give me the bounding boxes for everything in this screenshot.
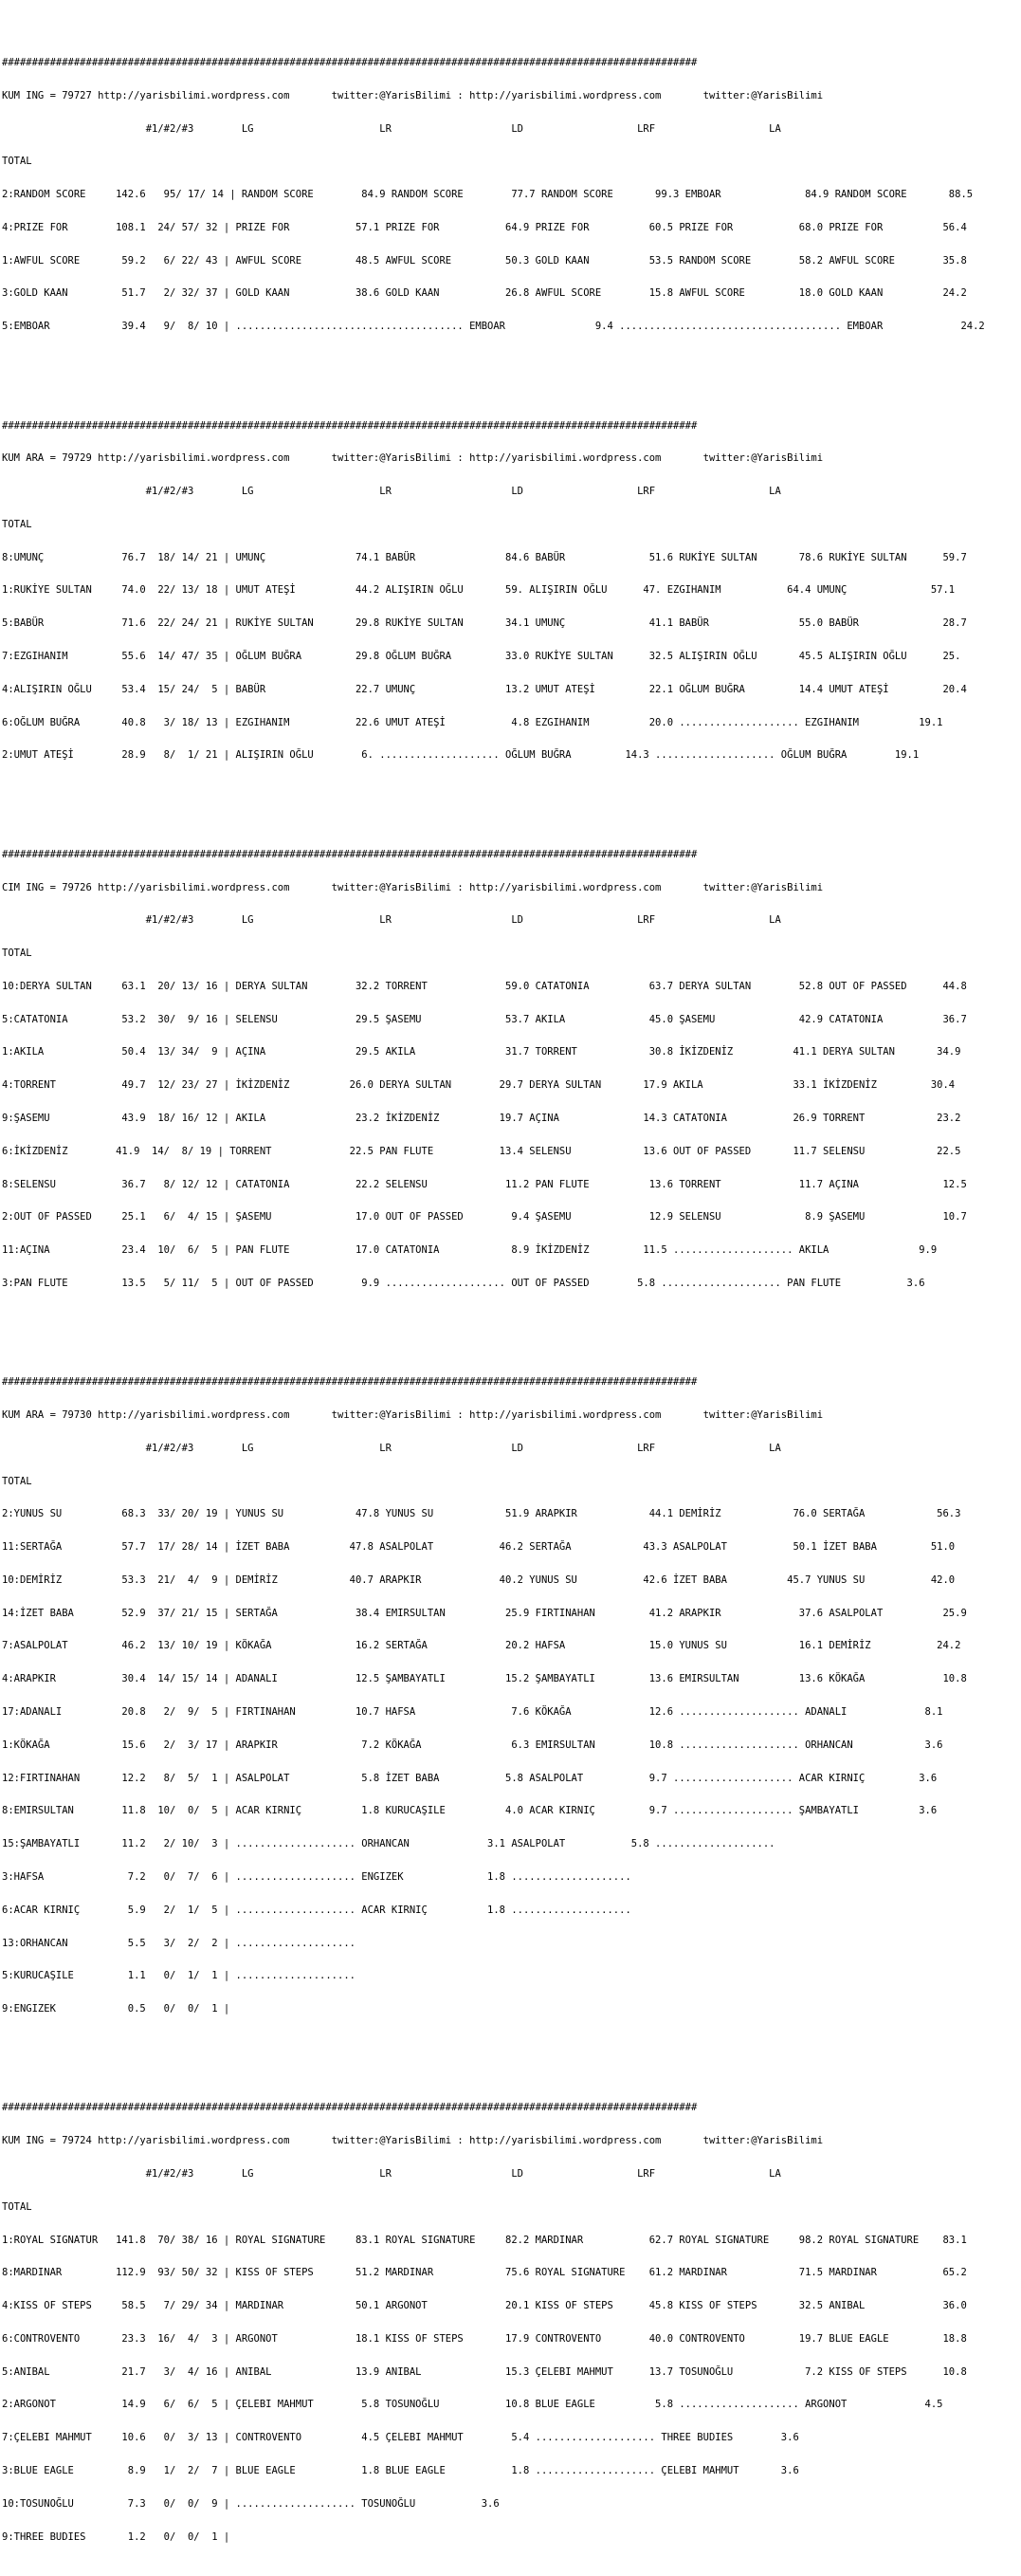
block-header: KUM ING = 79724 http://yarisbilimi.wordpress.com twitter:@YarisBilimi : http://yarisbilimi.wordpress.com twitter:@YarisBilimi	[2, 2135, 824, 2147]
report-block	[2, 398, 1019, 783]
table-row: 8:MARDINAR 112.9 93/ 50/ 32 | KISS OF STEPS 51.2 MARDINAR 75.6 ROYAL SIGNATURE 61.2 MARDINAR 71.5 MARDINAR 65.2	[2, 2267, 967, 2279]
separator-rule: ####################################################################################################################	[2, 848, 698, 860]
table-row: 2:OUT OF PASSED 25.1 6/ 4/ 15 | ŞASEMU 17.0 OUT OF PASSED 9.4 ŞASEMU 12.9 SELENSU 8.9 ŞASEMU 10.7	[2, 1211, 967, 1224]
table-row: 4:ALIŞIRIN OĞLU 53.4 15/ 24/ 5 | BABÜR 22.7 UMUNÇ 13.2 UMUT ATEŞİ 22.1 OĞLUM BUĞRA 14.4 UMUT ATEŞİ 20.4	[2, 683, 967, 695]
table-row: 14:İZET BABA 52.9 37/ 21/ 15 | SERTAĞA 38.4 EMIRSULTAN 25.9 FIRTINAHAN 41.2 ARAPKIR 37.6 ASALPOLAT 25.9	[2, 1607, 967, 1619]
report-block	[2, 36, 1019, 355]
table-row: 1:AWFUL SCORE 59.2 6/ 22/ 43 | AWFUL SCORE 48.5 AWFUL SCORE 50.3 GOLD KAAN 53.5 RANDOM SCORE 58.2 AWFUL SCORE 35.8	[2, 254, 967, 267]
table-row: 4:KISS OF STEPS 58.5 7/ 29/ 34 | MARDINAR 50.1 ARGONOT 20.1 KISS OF STEPS 45.8 KISS OF STEPS 32.5 ANIBAL 36.0	[2, 2300, 967, 2312]
table-row: 7:ASALPOLAT 46.2 13/ 10/ 19 | KÖKAĞA 16.2 SERTAĞA 20.2 HAFSA 15.0 YUNUS SU 16.1 DEMİRİZ 24.2	[2, 1640, 961, 1652]
table-row: 4:PRIZE FOR 108.1 24/ 57/ 32 | PRIZE FOR 57.1 PRIZE FOR 64.9 PRIZE FOR 60.5 PRIZE FOR 68.0 PRIZE FOR 56.4	[2, 221, 967, 233]
table-row: 2:YUNUS SU 68.3 33/ 20/ 19 | YUNUS SU 47.8 YUNUS SU 51.9 ARAPKIR 44.1 DEMİRİZ 76.0 SERTAĞA 56.3	[2, 1508, 961, 1520]
separator-rule: ####################################################################################################################	[2, 1376, 698, 1389]
table-row: 10:TOSUNOĞLU 7.3 0/ 0/ 9 | .................... TOSUNOĞLU 3.6	[2, 2497, 500, 2510]
table-row: 7:EZGIHANIM 55.6 14/ 47/ 35 | OĞLUM BUĞRA 29.8 OĞLUM BUĞRA 33.0 RUKİYE SULTAN 32.5 ALIŞIRIN OĞLU 45.5 ALIŞIRIN OĞLU 25.	[2, 651, 961, 663]
column-header: #1/#2/#3 LG LR LD LRF LA	[2, 122, 781, 135]
block-header: KUM ING = 79727 http://yarisbilimi.wordpress.com twitter:@YarisBilimi : http://yarisbilimi.wordpress.com twitter:@YarisBilimi	[2, 89, 824, 101]
table-row: 6:ACAR KIRNIÇ 5.9 2/ 1/ 5 | .................... ACAR KIRNIÇ 1.8 ....................	[2, 1904, 631, 1916]
block-header: KUM ARA = 79730 http://yarisbilimi.wordpress.com twitter:@YarisBilimi : http://yarisbilimi.wordpress.com twitter:@YarisBilimi	[2, 1409, 824, 1421]
table-row: 3:HAFSA 7.2 0/ 7/ 6 | .................... ENGIZEK 1.8 ....................	[2, 1870, 631, 1883]
table-row: 1:RUKİYE SULTAN 74.0 22/ 13/ 18 | UMUT ATEŞİ 44.2 ALIŞIRIN OĞLU 59. ALIŞIRIN OĞLU 47. EZGIHANIM 64.4 UMUNÇ 57.1	[2, 584, 956, 597]
separator-rule: ####################################################################################################################	[2, 56, 698, 68]
table-row: 5:KURUCAŞILE 1.1 0/ 1/ 1 | ....................	[2, 1970, 356, 1982]
total-label: TOTAL	[2, 156, 32, 168]
table-row: 10:DERYA SULTAN 63.1 20/ 13/ 16 | DERYA SULTAN 32.2 TORRENT 59.0 CATATONIA 63.7 DERYA SULTAN 52.8 OUT OF PASSED 44.8	[2, 980, 967, 992]
table-row: 7:ÇELEBI MAHMUT 10.6 0/ 3/ 13 | CONTROVENTO 4.5 ÇELEBI MAHMUT 5.4 .................... THREE BUDIES 3.6	[2, 2432, 799, 2444]
column-header: #1/#2/#3 LG LR LD LRF LA	[2, 2167, 781, 2180]
table-row: 5:CATATONIA 53.2 30/ 9/ 16 | SELENSU 29.5 ŞASEMU 53.7 AKILA 45.0 ŞASEMU 42.9 CATATONIA 36.7	[2, 1013, 967, 1025]
table-row: 6:İKİZDENİZ 41.9 14/ 8/ 19 | TORRENT 22.5 PAN FLUTE 13.4 SELENSU 13.6 OUT OF PASSED 11.7 SELENSU 22.5	[2, 1145, 961, 1157]
total-label: TOTAL	[2, 948, 32, 960]
table-row: 4:TORRENT 49.7 12/ 23/ 27 | İKİZDENİZ 26.0 DERYA SULTAN 29.7 DERYA SULTAN 17.9 AKILA 33.1 İKİZDENİZ 30.4	[2, 1079, 956, 1092]
table-row: 11:AÇINA 23.4 10/ 6/ 5 | PAN FLUTE 17.0 CATATONIA 8.9 İKİZDENİZ 11.5 .................... AKILA 9.9	[2, 1244, 938, 1257]
table-row: 5:BABÜR 71.6 22/ 24/ 21 | RUKİYE SULTAN 29.8 RUKİYE SULTAN 34.1 UMUNÇ 41.1 BABÜR 55.0 BABÜR 28.7	[2, 617, 967, 630]
table-row: 2:RANDOM SCORE 142.6 95/ 17/ 14 | RANDOM SCORE 84.9 RANDOM SCORE 77.7 RANDOM SCORE 99.3 EMBOAR 84.9 RANDOM SCORE 88.5	[2, 189, 974, 201]
table-row: 6:OĞLUM BUĞRA 40.8 3/ 18/ 13 | EZGIHANIM 22.6 UMUT ATEŞİ 4.8 EZGIHANIM 20.0 .................... EZGIHANIM 19.1	[2, 716, 943, 728]
table-row: 1:AKILA 50.4 13/ 34/ 9 | AÇINA 29.5 AKILA 31.7 TORRENT 30.8 İKİZDENİZ 41.1 DERYA SULTAN 34.9	[2, 1046, 961, 1058]
block-header: CIM ING = 79726 http://yarisbilimi.wordpress.com twitter:@YarisBilimi : http://yarisbilimi.wordpress.com twitter:@YarisBilimi	[2, 881, 824, 893]
column-header: #1/#2/#3 LG LR LD LRF LA	[2, 914, 781, 927]
table-row: 2:ARGONOT 14.9 6/ 6/ 5 | ÇELEBI MAHMUT 5.8 TOSUNOĞLU 10.8 BLUE EAGLE 5.8 .................... ARGONOT 4.5	[2, 2399, 943, 2411]
table-row: 2:UMUT ATEŞİ 28.9 8/ 1/ 21 | ALIŞIRIN OĞLU 6. .................... OĞLUM BUĞRA 14.3 .................... OĞLUM BUĞRA 19.1	[2, 749, 920, 762]
table-row: 12:FIRTINAHAN 12.2 8/ 5/ 1 | ASALPOLAT 5.8 İZET BABA 5.8 ASALPOLAT 9.7 .................... ACAR KIRNIÇ 3.6	[2, 1772, 938, 1784]
table-row: 9:THREE BUDIES 1.2 0/ 0/ 1 |	[2, 2530, 230, 2543]
report-block	[2, 828, 1019, 1312]
table-row: 4:ARAPKIR 30.4 14/ 15/ 14 | ADANALI 12.5 ŞAMBAYATLI 15.2 ŞAMBAYATLI 13.6 EMIRSULTAN 13.6 KÖKAĞA 10.8	[2, 1673, 967, 1685]
table-row: 3:BLUE EAGLE 8.9 1/ 2/ 7 | BLUE EAGLE 1.8 BLUE EAGLE 1.8 .................... ÇELEBI MAHMUT 3.6	[2, 2465, 799, 2476]
table-row: 8:SELENSU 36.7 8/ 12/ 12 | CATATONIA 22.2 SELENSU 11.2 PAN FLUTE 13.6 TORRENT 11.7 AÇINA 12.5	[2, 1178, 967, 1190]
table-row: 11:SERTAĞA 57.7 17/ 28/ 14 | İZET BABA 47.8 ASALPOLAT 46.2 SERTAĞA 43.3 ASALPOLAT 50.1 İZET BABA 51.0	[2, 1541, 956, 1554]
table-row: 8:UMUNÇ 76.7 18/ 14/ 21 | UMUNÇ 74.1 BABÜR 84.6 BABÜR 51.6 RUKİYE SULTAN 78.6 RUKİYE SULTAN 59.7	[2, 551, 967, 563]
table-row: 1:KÖKAĞA 15.6 2/ 3/ 17 | ARAPKIR 7.2 KÖKAĞA 6.3 EMIRSULTAN 10.8 .................... ORHANCAN 3.6	[2, 1739, 943, 1751]
separator-rule: ####################################################################################################################	[2, 419, 698, 432]
block-header: KUM ARA = 79729 http://yarisbilimi.wordpress.com twitter:@YarisBilimi : http://yarisbilimi.wordpress.com twitter:@YarisBilimi	[2, 452, 824, 465]
table-row: 3:PAN FLUTE 13.5 5/ 11/ 5 | OUT OF PASSED 9.9 .................... OUT OF PASSED 5.8 .................... PAN FLUTE 3.6	[2, 1277, 925, 1289]
table-row: 13:ORHANCAN 5.5 3/ 2/ 2 | ....................	[2, 1937, 356, 1949]
total-label: TOTAL	[2, 518, 32, 530]
table-row: 3:GOLD KAAN 51.7 2/ 32/ 37 | GOLD KAAN 38.6 GOLD KAAN 26.8 AWFUL SCORE 15.8 AWFUL SCORE 18.0 GOLD KAAN 24.2	[2, 287, 967, 300]
report-block	[2, 1355, 1019, 2037]
total-label: TOTAL	[2, 1475, 32, 1487]
table-row: 8:EMIRSULTAN 11.8 10/ 0/ 5 | ACAR KIRNIÇ 1.8 KURUCAŞILE 4.0 ACAR KIRNIÇ 9.7 .................... ŞAMBAYATLI 3.6	[2, 1805, 938, 1817]
table-row: 17:ADANALI 20.8 2/ 9/ 5 | FIRTINAHAN 10.7 HAFSA 7.6 KÖKAĞA 12.6 .................... ADANALI 8.1	[2, 1706, 943, 1719]
table-row: 1:ROYAL SIGNATUR 141.8 70/ 38/ 16 | ROYAL SIGNATURE 83.1 ROYAL SIGNATURE 82.2 MARDINAR 62.7 ROYAL SIGNATURE 98.2 ROYAL SIGNATURE 83.1	[2, 2234, 967, 2246]
table-row: 6:CONTROVENTO 23.3 16/ 4/ 3 | ARGONOT 18.1 KISS OF STEPS 17.9 CONTROVENTO 40.0 CONTROVENTO 19.7 BLUE EAGLE 18.8	[2, 2332, 967, 2345]
table-row: 5:EMBOAR 39.4 9/ 8/ 10 | ...................................... EMBOAR 9.4 ..................................... EMBOAR 24.2	[2, 321, 985, 333]
total-label: TOTAL	[2, 2200, 32, 2213]
table-row: 15:ŞAMBAYATLI 11.2 2/ 10/ 3 | .................... ORHANCAN 3.1 ASALPOLAT 5.8 ....................	[2, 1838, 775, 1850]
table-row: 9:ŞASEMU 43.9 18/ 16/ 12 | AKILA 23.2 İKİZDENİZ 19.7 AÇINA 14.3 CATATONIA 26.9 TORRENT 23.2	[2, 1112, 961, 1124]
table-row: 9:ENGIZEK 0.5 0/ 0/ 1 |	[2, 2003, 230, 2015]
column-header: #1/#2/#3 LG LR LD LRF LA	[2, 486, 781, 498]
report-block	[2, 2081, 1019, 2565]
table-row: 10:DEMİRİZ 53.3 21/ 4/ 9 | DEMİRİZ 40.7 ARAPKIR 40.2 YUNUS SU 42.6 İZET BABA 45.7 YUNUS SU 42.0	[2, 1573, 956, 1586]
column-header: #1/#2/#3 LG LR LD LRF LA	[2, 1442, 781, 1454]
separator-rule: ####################################################################################################################	[2, 2102, 698, 2114]
table-row: 5:ANIBAL 21.7 3/ 4/ 16 | ANIBAL 13.9 ANIBAL 15.3 ÇELEBI MAHMUT 13.7 TOSUNOĞLU 7.2 KISS OF STEPS 10.8	[2, 2365, 967, 2378]
